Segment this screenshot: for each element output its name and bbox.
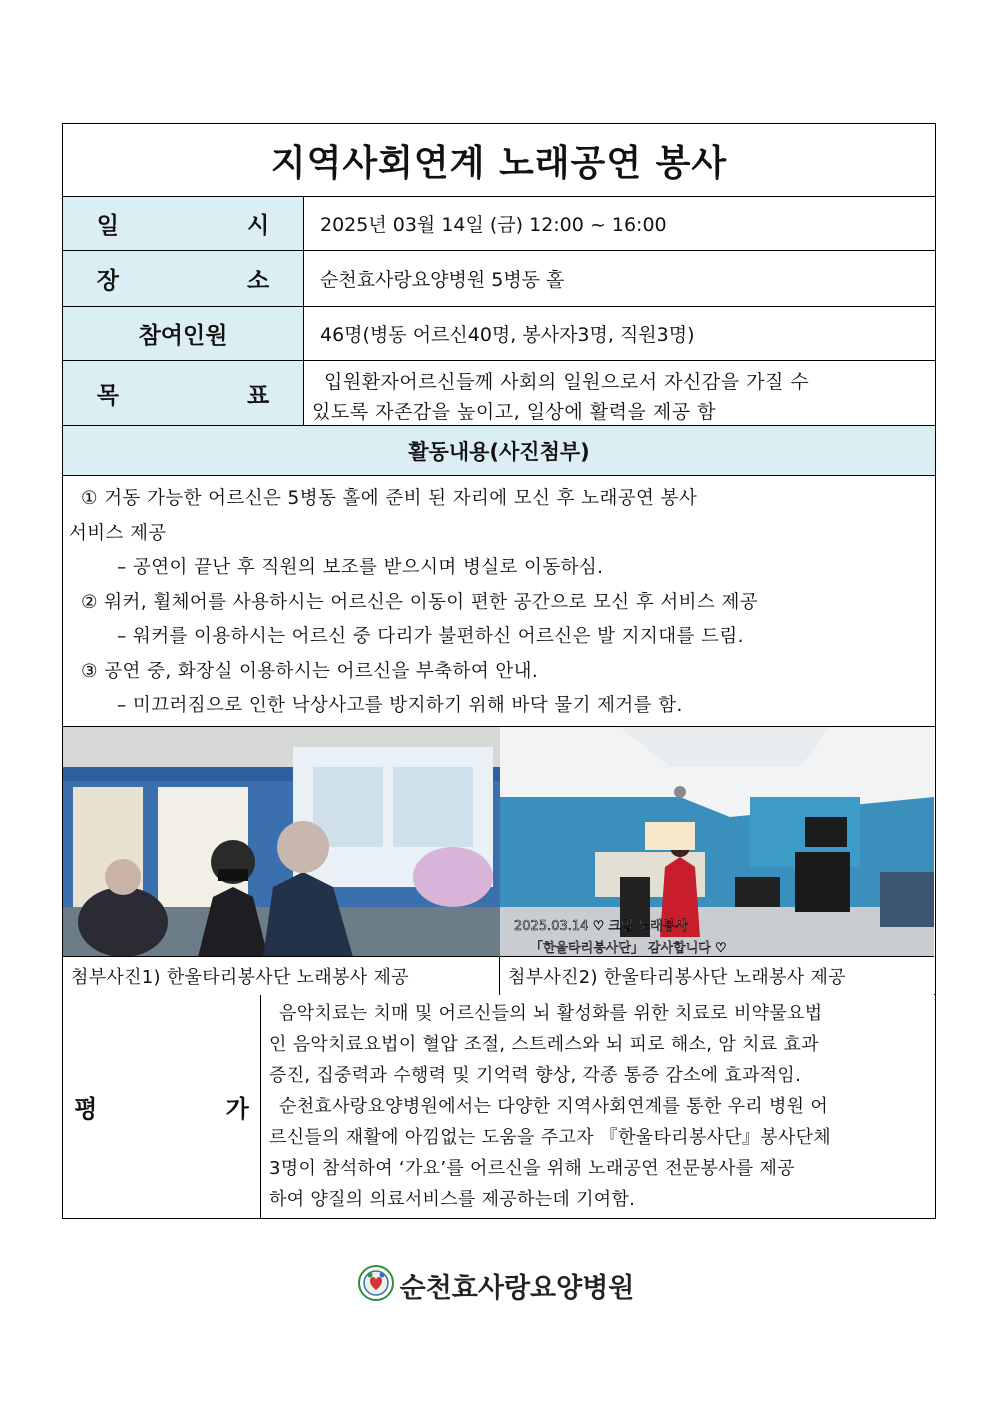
photo-2-overlay-line-2: 「한울타리봉사단」 감사합니다 ♡ <box>530 941 727 956</box>
evaluation-line: 르신들의 재활에 아낌없는 도움을 주고자 『한울타리봉사단』봉사단체 <box>269 1127 831 1148</box>
row-date <box>63 197 935 251</box>
row-people <box>63 307 935 361</box>
activity-item: ② 워커, 휠체어를 사용하시는 어르신은 이동이 편한 공간으로 모신 후 서비스 제공 <box>81 591 759 613</box>
activity-item: ① 거동 가능한 어르신은 5병동 홀에 준비 된 자리에 모신 후 노래공연 봉사 <box>81 488 698 509</box>
photo-2-overlay-line-1: 2025.03.14 ♡ 크얼 노래봉사 <box>514 919 688 934</box>
photo-2-caption: 첨부사진2) 한울타리봉사단 노래봉사 제공 <box>500 956 934 995</box>
page-title: 지역사회연계 노래공연 봉사 <box>63 124 935 197</box>
hospital-name: 순천효사랑요양병원 <box>399 1272 635 1304</box>
activity-item: 서비스 제공 <box>69 522 167 544</box>
people-label: 참여인원 <box>63 307 304 360</box>
hospital-logo-icon <box>358 1265 394 1305</box>
photo-1-image <box>63 727 500 957</box>
row-evaluation <box>63 995 935 1218</box>
activity-subitem: – 미끄러짐으로 인한 낙상사고를 방지하기 위해 바닥 물기 제거를 함. <box>117 695 683 716</box>
evaluation-line: 음악치료는 치매 및 어르신들의 뇌 활성화를 위한 치료로 비약물요법 <box>279 1003 823 1024</box>
goal-value <box>304 361 819 425</box>
goal-line-2: 있도록 자존감을 높이고, 일상에 활력을 제공 함 <box>312 401 717 423</box>
photo-1 <box>63 727 500 995</box>
evaluation-label: 평 가 <box>63 995 261 1218</box>
evaluation-line: 3명이 참석하여 ‘가요’를 어르신을 위해 노래공연 전문봉사를 제공 <box>269 1158 795 1179</box>
activity-subitem: – 워커를 이용하시는 어르신 중 다리가 불편하신 어르신은 발 지지대를 드림. <box>117 626 744 647</box>
evaluation-line: 인 음악치료요법이 혈압 조절, 스트레스와 뇌 피로 해소, 암 치료 효과 <box>269 1034 819 1055</box>
date-value: 2025년 03월 14일 (금) 12:00 ~ 16:00 <box>320 214 667 236</box>
date-label: 일 시 <box>63 197 304 250</box>
goal-line-1: 입원환자어르신들께 사회의 일원으로서 자신감을 가질 수 <box>324 371 810 393</box>
evaluation-text <box>261 995 839 1218</box>
place-label: 장 소 <box>63 251 304 306</box>
photo-1-caption: 첨부사진1) 한울타리봉사단 노래봉사 제공 <box>63 956 499 995</box>
activity-subitem: – 공연이 끝난 후 직원의 보조를 받으시며 병실로 이동하심. <box>117 557 604 578</box>
photo-row <box>63 727 935 995</box>
footer <box>0 1265 992 1305</box>
goal-label: 목 표 <box>63 361 304 425</box>
evaluation-line: 증진, 집중력과 수행력 및 기억력 향상, 각종 통증 감소에 효과적임. <box>269 1065 802 1086</box>
evaluation-line: 순천효사랑요양병원에서는 다양한 지역사회연계를 통한 우리 병원 어 <box>279 1096 829 1117</box>
photo-2 <box>500 727 934 995</box>
row-goal <box>63 361 935 426</box>
photo-2-image <box>500 727 934 957</box>
place-value: 순천효사랑요양병원 5병동 홀 <box>320 269 565 291</box>
row-place <box>63 251 935 307</box>
evaluation-line: 하여 양질의 의료서비스를 제공하는데 기여함. <box>269 1189 636 1210</box>
section-title: 활동내용(사진첨부) <box>63 426 935 476</box>
activity-list <box>63 476 935 727</box>
people-value: 46명(병동 어르신40명, 봉사자3명, 직원3명) <box>320 324 695 346</box>
document-frame <box>62 123 936 1219</box>
activity-item: ③ 공연 중, 화장실 이용하시는 어르신을 부축하여 안내. <box>81 660 539 682</box>
